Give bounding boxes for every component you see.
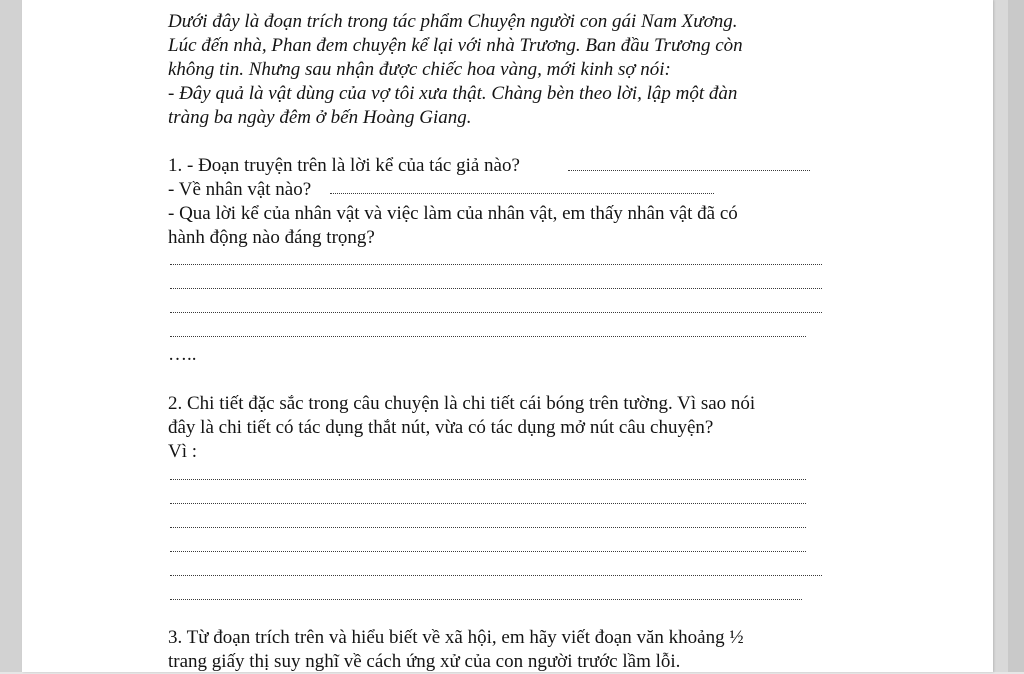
passage-line: Lúc đến nhà, Phan đem chuyện kể lại với nhà Trương. Ban đầu Trương còn [168, 35, 743, 56]
question-2-line: đây là chi tiết có tác dụng thắt nút, vừa có tác dụng mở nút câu chuyện? [168, 417, 714, 438]
question-1-sub: hành động nào đáng trọng? [168, 227, 375, 248]
answer-line[interactable] [170, 527, 806, 528]
answer-line[interactable] [170, 551, 806, 552]
question-1-line: 1. - Đoạn truyện trên là lời kể của tác giả nào? [168, 155, 520, 176]
answer-line[interactable] [170, 599, 802, 600]
question-1-sub: - Về nhân vật nào? [168, 179, 312, 200]
answer-line[interactable] [170, 575, 822, 576]
left-margin [0, 0, 22, 672]
question-2-line: 2. Chi tiết đặc sắc trong câu chuyện là chi tiết cái bóng trên tường. Vì sao nói [168, 393, 756, 414]
passage-line: tràng ba ngày đêm ở bến Hoàng Giang. [168, 107, 472, 128]
question-1-sub: - Qua lời kể của nhân vật và việc làm của nhân vật, em thấy nhân vật đã có [168, 203, 738, 224]
question-3-line: trang giấy thị suy nghĩ về cách ứng xử của con người trước lầm lỗi. [168, 651, 681, 672]
answer-line[interactable] [170, 336, 806, 337]
passage-line: không tin. Nhưng sau nhận được chiếc hoa vàng, mới kinh sợ nói: [168, 59, 671, 80]
answer-line[interactable] [170, 264, 822, 265]
answer-line[interactable] [568, 170, 810, 171]
window-edge [1008, 0, 1024, 672]
answer-line[interactable] [330, 193, 714, 194]
question-2-line: Vì : [168, 441, 198, 462]
ellipsis: ….. [168, 344, 197, 365]
passage-line: Dưới đây là đoạn trích trong tác phẩm Chuyện người con gái Nam Xương. [168, 11, 738, 32]
question-3-line: 3. Từ đoạn trích trên và hiểu biết về xã hội, em hãy viết đoạn văn khoảng ½ [168, 627, 744, 648]
answer-line[interactable] [170, 503, 806, 504]
passage-line: - Đây quả là vật dùng của vợ tôi xưa thật. Chàng bèn theo lời, lập một đàn [168, 83, 738, 104]
answer-line[interactable] [170, 312, 822, 313]
answer-line[interactable] [170, 479, 806, 480]
answer-line[interactable] [170, 288, 822, 289]
